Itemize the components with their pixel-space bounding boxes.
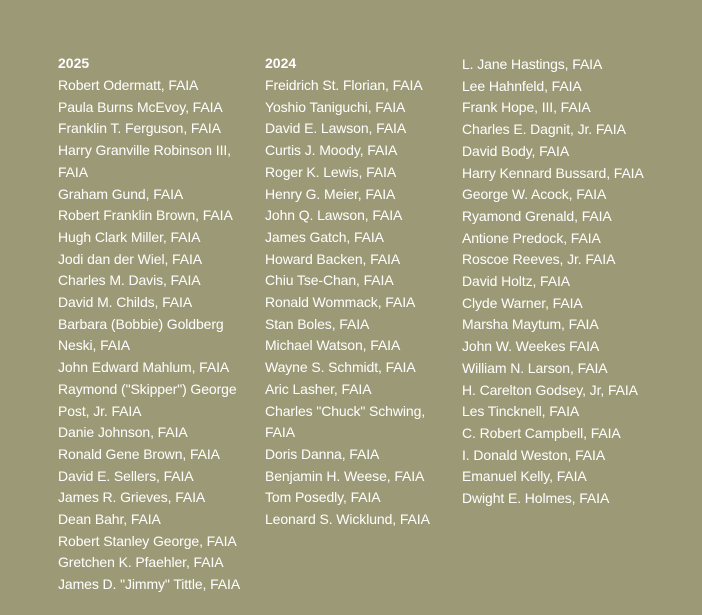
fellow-name: Robert Franklin Brown, FAIA bbox=[58, 207, 233, 224]
fellow-name: Ronald Wommack, FAIA bbox=[265, 294, 416, 311]
fellow-name: Charles M. Davis, FAIA bbox=[58, 272, 201, 289]
fellow-name: Emanuel Kelly, FAIA bbox=[462, 468, 587, 485]
fellow-name: Frank Hope, III, FAIA bbox=[462, 99, 591, 116]
names-list bbox=[265, 75, 455, 531]
fellow-name: Franklin T. Ferguson, FAIA bbox=[58, 120, 221, 137]
fellow-name: David Body, FAIA bbox=[462, 142, 570, 159]
fellow-name: Aric Lasher, FAIA bbox=[265, 380, 372, 397]
fellow-name: Charles "Chuck" Schwing, FAIA bbox=[265, 402, 426, 441]
fellow-name: Clyde Warner, FAIA bbox=[462, 294, 583, 311]
fellow-name: C. Robert Campbell, FAIA bbox=[462, 424, 621, 441]
fellow-name: Dean Bahr, FAIA bbox=[58, 511, 161, 528]
fellow-name: Wayne S. Schmidt, FAIA bbox=[265, 359, 416, 376]
fellow-name: David M. Childs, FAIA bbox=[58, 294, 193, 311]
fellow-name: L. Jane Hastings, FAIA bbox=[462, 56, 603, 72]
fellow-name: David Holtz, FAIA bbox=[462, 273, 571, 290]
fellow-name: H. Carelton Godsey, Jr, FAIA bbox=[462, 381, 638, 398]
fellow-name: Danie Johnson, FAIA bbox=[58, 424, 188, 441]
fellow-name: James R. Grieves, FAIA bbox=[58, 489, 206, 506]
fellow-name: Michael Watson, FAIA bbox=[265, 337, 401, 354]
fellow-name: William N. Larson, FAIA bbox=[462, 359, 608, 376]
fellow-name: Harry Granville Robinson III, FAIA bbox=[58, 142, 231, 180]
fellow-name: Stan Boles, FAIA bbox=[265, 315, 370, 332]
fellow-name: Chiu Tse-Chan, FAIA bbox=[265, 272, 394, 289]
fellow-name: Hugh Clark Miller, FAIA bbox=[58, 228, 201, 245]
year-heading: 2025 bbox=[58, 55, 90, 71]
names-list bbox=[58, 75, 258, 596]
year-heading: 2024 bbox=[265, 55, 297, 71]
fellow-name: Marsha Maytum, FAIA bbox=[462, 316, 599, 333]
fellow-name: Les Tincknell, FAIA bbox=[462, 403, 580, 420]
fellow-name: Henry G. Meier, FAIA bbox=[265, 185, 396, 202]
fellow-name: Charles E. Dagnit, Jr. FAIA bbox=[462, 121, 626, 138]
column-2024-continued bbox=[462, 54, 697, 510]
fellow-name: Freidrich St. Florian, FAIA bbox=[265, 77, 423, 93]
fellow-name: Antione Predock, FAIA bbox=[462, 229, 601, 246]
fellow-name: Paula Burns McEvoy, FAIA bbox=[58, 98, 223, 115]
fellow-name: Graham Gund, FAIA bbox=[58, 185, 184, 202]
fellow-name: Tom Posedly, FAIA bbox=[265, 489, 381, 506]
fellow-name: George W. Acock, FAIA bbox=[462, 186, 607, 203]
fellow-name: Robert Odermatt, FAIA bbox=[58, 77, 199, 93]
fellow-name: Leonard S. Wicklund, FAIA bbox=[265, 511, 430, 528]
fellow-name: Raymond ("Skipper") George Post, Jr. FAIA bbox=[58, 380, 237, 419]
fellow-name: Roscoe Reeves, Jr. FAIA bbox=[462, 251, 616, 268]
fellow-name: Doris Danna, FAIA bbox=[265, 445, 380, 462]
fellow-name: Ronald Gene Brown, FAIA bbox=[58, 445, 220, 462]
fellow-name: James D. "Jimmy" Tittle, FAIA bbox=[58, 576, 241, 593]
fellow-name: Yoshio Taniguchi, FAIA bbox=[265, 98, 406, 115]
fellow-name: James Gatch, FAIA bbox=[265, 228, 384, 245]
fellow-name: I. Donald Weston, FAIA bbox=[462, 446, 606, 463]
fellow-name: John W. Weekes FAIA bbox=[462, 338, 600, 355]
fellow-name: David E. Sellers, FAIA bbox=[58, 467, 194, 484]
fellow-name: Roger K. Lewis, FAIA bbox=[265, 163, 397, 180]
names-list bbox=[462, 54, 697, 510]
fellow-name: Howard Backen, FAIA bbox=[265, 250, 401, 267]
fellow-name: Dwight E. Holmes, FAIA bbox=[462, 490, 610, 507]
column-2025 bbox=[58, 54, 258, 596]
fellow-name: Jodi dan der Wiel, FAIA bbox=[58, 250, 202, 267]
fellow-name: John Edward Mahlum, FAIA bbox=[58, 359, 230, 376]
fellow-name: Robert Stanley George, FAIA bbox=[58, 532, 237, 549]
fellow-name: Ryamond Grenald, FAIA bbox=[462, 207, 612, 224]
fellow-name: Curtis J. Moody, FAIA bbox=[265, 142, 398, 159]
column-2024 bbox=[265, 54, 455, 531]
fellow-name: David E. Lawson, FAIA bbox=[265, 120, 407, 137]
fellow-name: Gretchen K. Pfaehler, FAIA bbox=[58, 554, 224, 571]
fellow-name: Harry Kennard Bussard, FAIA bbox=[462, 164, 644, 181]
fellow-name: Lee Hahnfeld, FAIA bbox=[462, 77, 582, 94]
fellow-name: John Q. Lawson, FAIA bbox=[265, 207, 403, 224]
fellow-name: Benjamin H. Weese, FAIA bbox=[265, 467, 425, 484]
fellow-name: Barbara (Bobbie) Goldberg Neski, FAIA bbox=[58, 315, 224, 354]
